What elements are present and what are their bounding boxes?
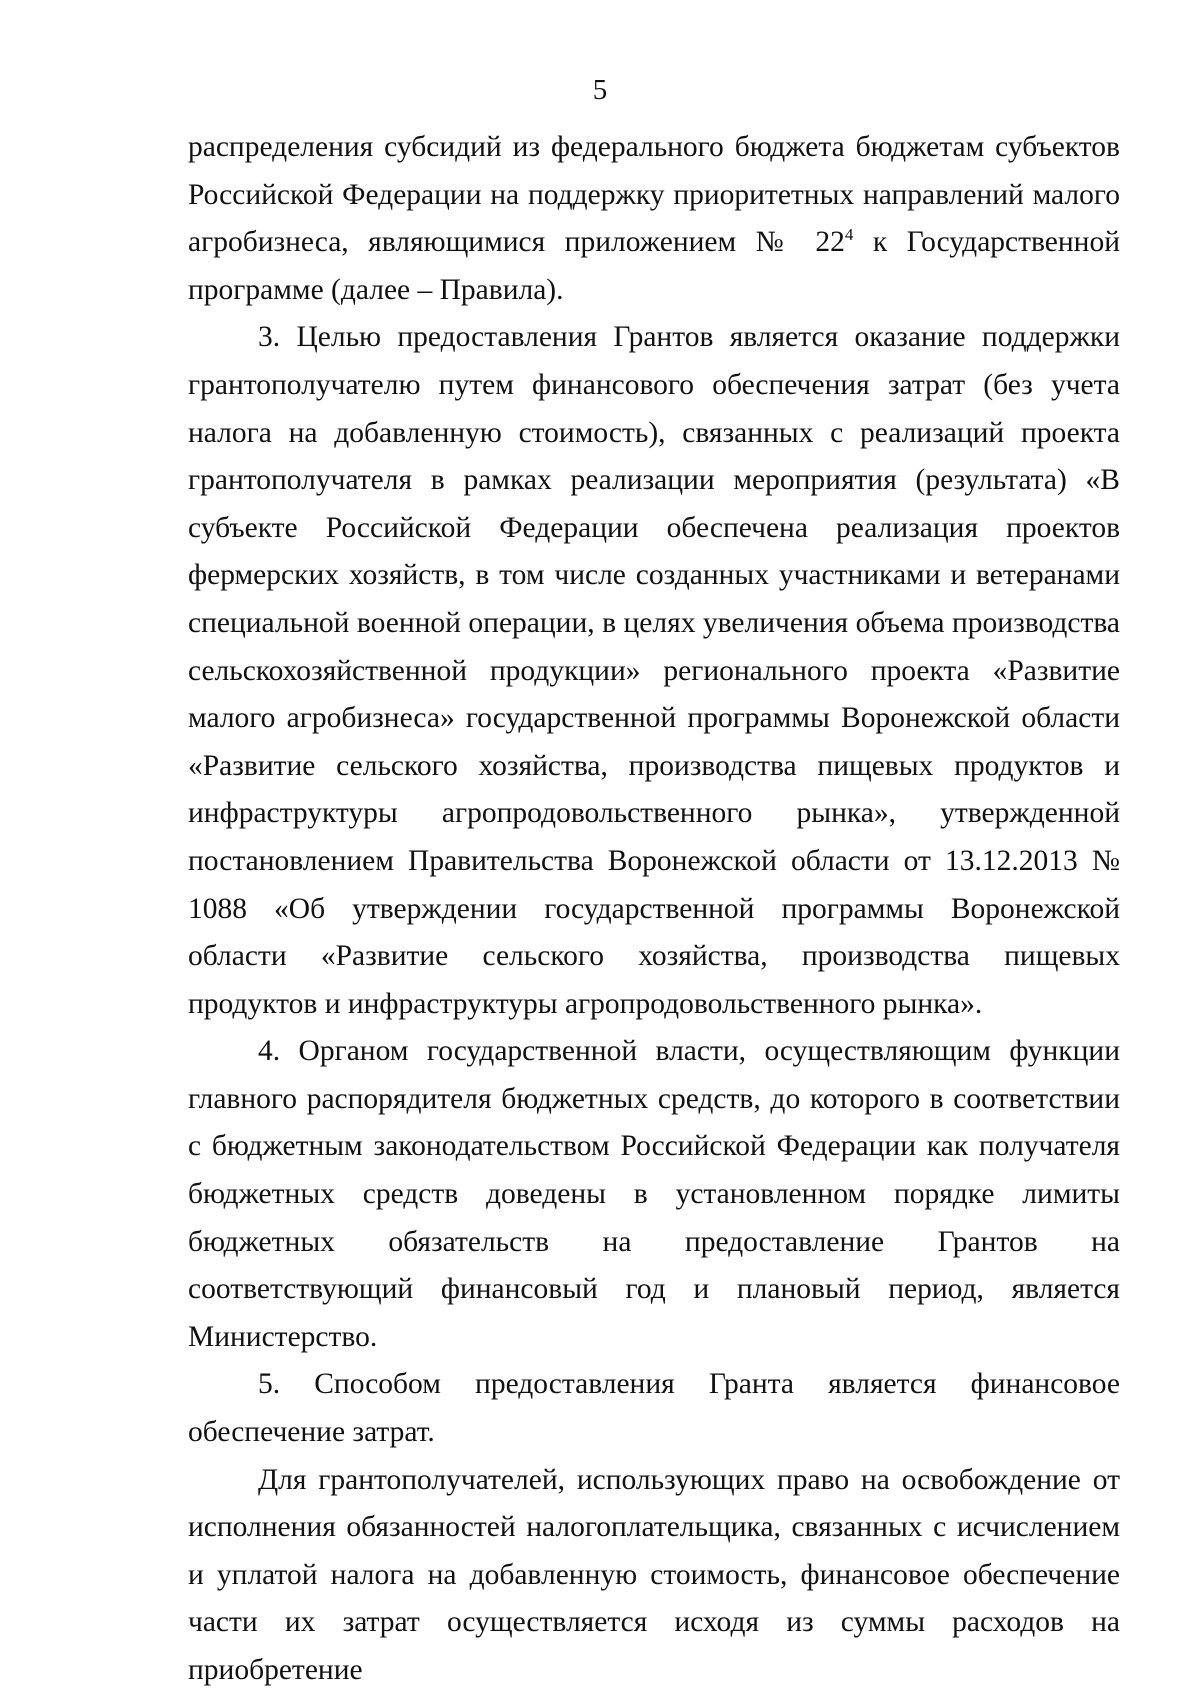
paragraph-rules-reference bbox=[188, 124, 1120, 314]
paragraph-text: к Государственной программе (далее – Правила). bbox=[188, 226, 1120, 306]
superscript: 4 bbox=[844, 225, 854, 245]
paragraph-text: распределения субсидий из федерального бюджета бюджетам субъектов Российской Федерации на поддержку приоритетных направлений малого агробизнеса, являющимися приложением № 22 bbox=[188, 131, 1120, 259]
paragraph-vat-exemption: Для грантополучателей, использующих право на освобождение от исполнения обязанностей налогоплательщика, связанных с исчислением и уплатой налога на добавленную стоимость, финансовое обеспечение части их затрат осуществляется исходя из суммы расходов на приобретение bbox=[188, 1463, 1120, 1686]
paragraph-3-grant-purpose: 3. Целью предоставления Грантов является оказание поддержки грантополучателю путем финансового обеспечения затрат (без учета налога на добавленную стоимость), связанных с реализаций проекта грантополучателя в рамках реализации мероприятия (результата) «В субъекте Российской Федерации обеспечена реализация проектов фермерских хозяйств, в том числе созданных участниками и ветеранами специальной военной операции, в целях увеличения объема производства сельскохозяйственной продукции» регионального проекта «Развитие малого агробизнеса» государственной программы Воронежской области «Развитие сельского хозяйства, производства пищевых продуктов и инфраструктуры агропродовольственного рынка», утвержденной постановлением Правительства Воронежской области от 13.12.2013 № 1088 «Об утверждении государственной программы Воронежской области «Развитие сельского хозяйства, производства пищевых продуктов и инфраструктуры агропродовольственного рынка». bbox=[188, 321, 1120, 1020]
document-body bbox=[188, 124, 1120, 1695]
paragraph-5-grant-method: 5. Способом предоставления Гранта является финансовое обеспечение затрат. bbox=[188, 1368, 1120, 1449]
paragraph-4-budget-authority: 4. Органом государственной власти, осуществляющим функции главного распорядителя бюджетных средств, до которого в соответствии с бюджетным законодательством Российской Федерации как получателя бюджетных средств доведены в установленном порядке лимиты бюджетных обязательств на предоставление Грантов на соответствующий финансовый год и плановый период, является Министерство. bbox=[188, 1035, 1120, 1353]
page-number: 5 bbox=[592, 74, 608, 106]
